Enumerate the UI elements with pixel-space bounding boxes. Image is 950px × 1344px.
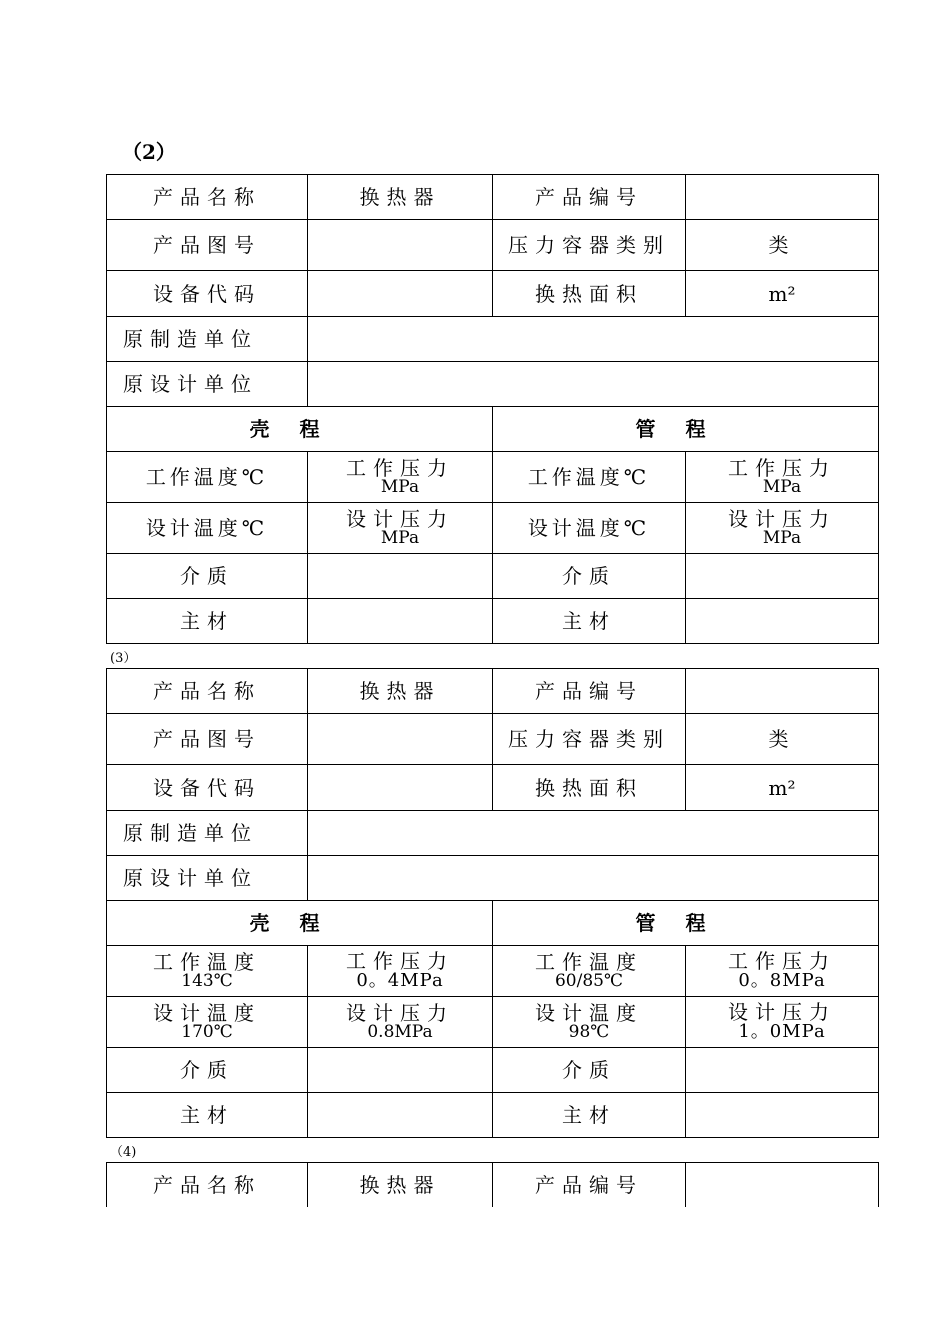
shell-medium-value [308, 554, 493, 599]
product-no-label: 产品编号 [493, 669, 686, 714]
shell-material-value [308, 599, 493, 644]
shell-side-header: 壳程 [107, 407, 493, 452]
shell-material-label: 主材 [107, 599, 308, 644]
shell-design-temp [107, 997, 308, 1048]
tube-design-temp-label: 设计温度℃ [493, 503, 686, 554]
tube-work-temp-label: 工作温度 [535, 949, 643, 974]
product-no-value [686, 1163, 879, 1208]
shell-work-temp-label: 工作温度℃ [107, 452, 308, 503]
shell-work-pressure-value: 0。4MPa [356, 970, 444, 992]
shell-work-pressure-label: 工作压力 [346, 455, 454, 480]
drawing-no-value [308, 220, 493, 271]
vessel-class-value: 类 [686, 714, 879, 765]
vessel-class-label: 压力容器类别 [493, 220, 686, 271]
product-name-label: 产品名称 [107, 175, 308, 220]
shell-design-temp-value: 170℃ [181, 1021, 233, 1042]
tube-work-temp-value: 60/85℃ [554, 970, 623, 991]
shell-design-temp-label: 设计温度 [153, 1000, 261, 1025]
product-name-value: 换热器 [308, 175, 493, 220]
tube-material-label: 主材 [493, 1093, 686, 1138]
section-3-table [106, 668, 879, 1138]
tube-design-temp-label: 设计温度 [535, 1000, 643, 1025]
equipment-code-value [308, 271, 493, 317]
tube-design-temp-value: 98℃ [568, 1021, 610, 1042]
shell-material-label: 主材 [107, 1093, 308, 1138]
tube-work-pressure-label: 工作压力 [728, 949, 836, 974]
tube-work-pressure [686, 946, 879, 997]
section-3-heading: (3） [110, 651, 137, 666]
shell-design-pressure [308, 997, 493, 1048]
product-name-value: 换热器 [308, 1163, 493, 1208]
product-name-label: 产品名称 [107, 669, 308, 714]
drawing-no-value [308, 714, 493, 765]
tube-work-pressure [686, 452, 879, 503]
shell-design-pressure-label: 设计压力 [346, 506, 454, 531]
equipment-code-label: 设备代码 [107, 271, 308, 317]
product-name-value: 换热器 [308, 669, 493, 714]
shell-side-header: 壳程 [107, 901, 493, 946]
tube-design-pressure-label: 设计压力 [728, 506, 836, 531]
drawing-no-label: 产品图号 [107, 714, 308, 765]
product-no-value [686, 175, 879, 220]
shell-design-pressure [308, 503, 493, 554]
tube-work-temp-label: 工作温度℃ [493, 452, 686, 503]
tube-medium-label: 介质 [493, 554, 686, 599]
section-2-table [106, 174, 879, 644]
tube-work-temp [493, 946, 686, 997]
tube-medium-label: 介质 [493, 1048, 686, 1093]
shell-medium-value [308, 1048, 493, 1093]
heat-area-label: 换热面积 [493, 765, 686, 811]
tube-design-pressure-unit: MPa [762, 527, 802, 548]
tube-material-value [686, 599, 879, 644]
tube-design-temp [493, 997, 686, 1048]
orig-manufacturer-label: 原制造单位 [107, 811, 308, 856]
shell-medium-label: 介质 [107, 1048, 308, 1093]
orig-designer-label: 原设计单位 [107, 362, 308, 407]
tube-material-value [686, 1093, 879, 1138]
product-no-label: 产品编号 [493, 1163, 686, 1208]
product-name-label: 产品名称 [107, 1163, 308, 1208]
tube-design-pressure-value: 1。0MPa [738, 1021, 826, 1043]
heat-area-value: m² [686, 271, 879, 317]
tube-work-pressure-unit: MPa [762, 476, 802, 497]
tube-design-pressure [686, 997, 879, 1048]
shell-design-temp-label: 设计温度℃ [107, 503, 308, 554]
orig-manufacturer-value [308, 317, 879, 362]
shell-work-pressure-unit: MPa [380, 476, 420, 497]
shell-work-temp [107, 946, 308, 997]
product-no-label: 产品编号 [493, 175, 686, 220]
vessel-class-label: 压力容器类别 [493, 714, 686, 765]
equipment-code-label: 设备代码 [107, 765, 308, 811]
tube-side-header: 管程 [493, 901, 879, 946]
vessel-class-value: 类 [686, 220, 879, 271]
shell-design-pressure-value: 0.8MPa [367, 1021, 433, 1042]
shell-work-temp-value: 143℃ [181, 970, 233, 991]
tube-medium-value [686, 554, 879, 599]
tube-side-header: 管程 [493, 407, 879, 452]
product-no-value [686, 669, 879, 714]
section-4-table [106, 1162, 879, 1207]
shell-design-pressure-unit: MPa [380, 527, 420, 548]
tube-design-pressure [686, 503, 879, 554]
tube-work-pressure-value: 0。8MPa [738, 970, 826, 992]
section-2-heading: （2） [122, 140, 176, 164]
orig-designer-value [308, 362, 879, 407]
shell-material-value [308, 1093, 493, 1138]
heat-area-value: m² [686, 765, 879, 811]
drawing-no-label: 产品图号 [107, 220, 308, 271]
tube-medium-value [686, 1048, 879, 1093]
shell-work-pressure-label: 工作压力 [346, 949, 454, 974]
orig-manufacturer-value [308, 811, 879, 856]
shell-medium-label: 介质 [107, 554, 308, 599]
shell-design-pressure-label: 设计压力 [346, 1000, 454, 1025]
shell-work-temp-label: 工作温度 [153, 949, 261, 974]
equipment-code-value [308, 765, 493, 811]
shell-work-pressure [308, 946, 493, 997]
section-4-heading: （4) [110, 1145, 137, 1160]
orig-designer-label: 原设计单位 [107, 856, 308, 901]
orig-designer-value [308, 856, 879, 901]
shell-work-pressure [308, 452, 493, 503]
heat-area-label: 换热面积 [493, 271, 686, 317]
tube-work-pressure-label: 工作压力 [728, 455, 836, 480]
tube-design-pressure-label: 设计压力 [728, 1000, 836, 1025]
orig-manufacturer-label: 原制造单位 [107, 317, 308, 362]
tube-material-label: 主材 [493, 599, 686, 644]
